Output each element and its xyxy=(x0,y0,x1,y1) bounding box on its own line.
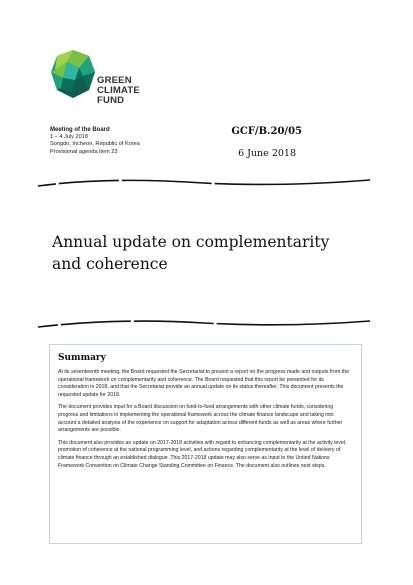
summary-heading: Summary xyxy=(58,353,106,363)
wave-divider-bottom xyxy=(38,318,370,330)
summary-paragraph-2: The document provides input for a Board discussion on fund-to-fund arrangements with other climate funds, considering progress and limitations in implementing the operational framework across the climate finance landscape and taking into account a detailed analysis of the experience on support for adaptation across different funds as well as areas where further arrangements are possible. xyxy=(58,404,343,434)
summary-box xyxy=(49,344,362,544)
logo-line-climate: CLIMATE xyxy=(97,85,140,96)
meeting-location: Songdo, Incheon, Republic of Korea xyxy=(50,141,140,148)
document-number: GCF/B.20/05 xyxy=(231,126,302,137)
title-line-1: Annual update on complementarity xyxy=(52,233,330,251)
green-climate-fund-logo xyxy=(49,48,159,112)
document-date: 6 June 2018 xyxy=(238,148,296,159)
title-line-2: and coherence xyxy=(52,255,168,273)
meeting-title: Meeting of the Board xyxy=(50,127,110,133)
meeting-agenda-item: Provisional agenda item 23 xyxy=(50,148,118,155)
logo-wordmark xyxy=(97,76,140,106)
logo-line-green: GREEN xyxy=(97,75,132,86)
summary-paragraph-1: At its seventeenth meeting, the Board requested the Secretariat to present a report on the progress made and outputs from the operational framework on complementarity and coherence. The Board requested that this report be presented for its consideration in 2018, and that the Secretariat provide an annual update on its status thereafter. This document presents the requested update for 2018. xyxy=(58,369,349,398)
document-title xyxy=(52,231,352,275)
globe-logo-icon xyxy=(49,48,97,100)
wave-divider-top xyxy=(38,178,370,190)
meeting-dates: 1 – 4 July 2018 xyxy=(50,134,88,141)
meeting-info xyxy=(50,127,140,156)
logo-line-fund: FUND xyxy=(97,95,125,106)
summary-paragraph-3: This document also provides an update on 2017-2018 activities with regard to enhancing complementarity at the activity level, promotion of coherence at the national programming level, and actions regarding complementarity at the level of delivery of climate finance through an established dialogue. This 2017-2018 update may also serve as input to the United Nations Framework Convention on Climate Change Standing Committee on Finance. The document also outlines next steps. xyxy=(58,439,347,469)
